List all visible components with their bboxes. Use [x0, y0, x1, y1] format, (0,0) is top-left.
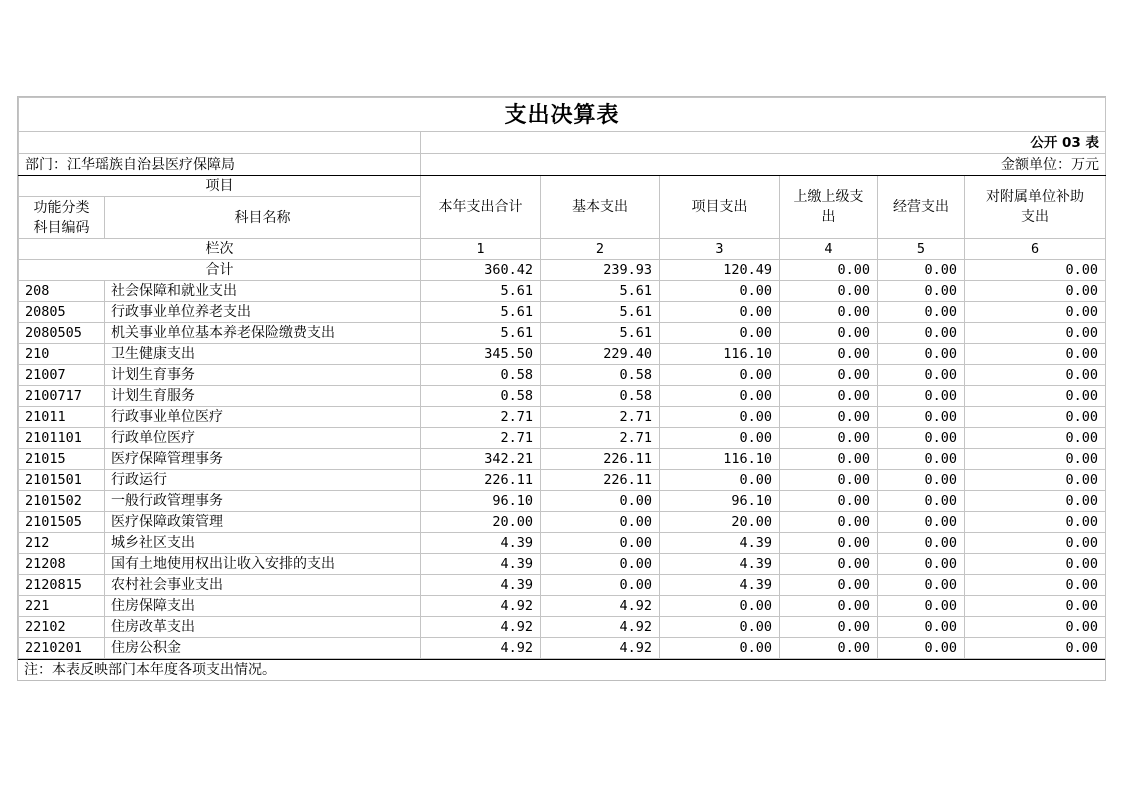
department-label: 部门：江华瑶族自治县医疗保障局 — [19, 154, 421, 176]
subject-name-cell: 住房保障支出 — [105, 596, 421, 617]
amount-cell: 0.00 — [541, 575, 660, 596]
amount-cell: 0.00 — [660, 365, 780, 386]
amount-cell: 4.39 — [421, 554, 541, 575]
amount-cell: 0.00 — [878, 575, 965, 596]
amount-cell: 4.92 — [421, 638, 541, 659]
amount-cell: 0.00 — [541, 491, 660, 512]
total-value-cell: 0.00 — [878, 260, 965, 281]
subject-name-cell: 行政事业单位养老支出 — [105, 302, 421, 323]
subject-code-cell: 208 — [19, 281, 105, 302]
amount-cell: 0.00 — [780, 449, 878, 470]
unit-label: 金额单位：万元 — [421, 154, 1106, 176]
table-row — [19, 407, 1106, 428]
amount-cell: 0.00 — [878, 491, 965, 512]
table-row — [19, 302, 1106, 323]
subject-code-cell: 2120815 — [19, 575, 105, 596]
amount-cell: 0.00 — [780, 617, 878, 638]
subject-name-cell: 计划生育服务 — [105, 386, 421, 407]
amount-cell: 0.00 — [878, 302, 965, 323]
subject-name-cell: 医疗保障政策管理 — [105, 512, 421, 533]
amount-cell: 0.00 — [660, 470, 780, 491]
amount-cell: 0.00 — [965, 407, 1106, 428]
subject-name-cell: 国有土地使用权出让收入安排的支出 — [105, 554, 421, 575]
amount-cell: 226.11 — [541, 449, 660, 470]
amount-cell: 0.00 — [878, 554, 965, 575]
amount-cell: 0.58 — [541, 365, 660, 386]
blank-cell — [19, 132, 421, 154]
amount-cell: 0.00 — [780, 554, 878, 575]
amount-cell: 0.00 — [660, 323, 780, 344]
table-row — [19, 470, 1106, 491]
subject-name-cell: 医疗保障管理事务 — [105, 449, 421, 470]
subject-code-cell: 21015 — [19, 449, 105, 470]
amount-cell: 0.00 — [878, 323, 965, 344]
amount-cell: 0.00 — [965, 575, 1106, 596]
column-index-cell: 3 — [660, 239, 780, 260]
table-row — [19, 554, 1106, 575]
amount-cell: 0.00 — [780, 344, 878, 365]
amount-cell: 0.00 — [780, 638, 878, 659]
amount-cell: 0.00 — [878, 470, 965, 491]
header-subject-name: 科目名称 — [105, 197, 421, 239]
amount-cell: 0.00 — [780, 302, 878, 323]
amount-cell: 4.92 — [541, 638, 660, 659]
amount-cell: 0.00 — [780, 428, 878, 449]
amount-cell: 0.00 — [780, 365, 878, 386]
expenditure-table — [18, 97, 1106, 659]
amount-cell: 0.00 — [660, 386, 780, 407]
amount-cell: 0.00 — [965, 302, 1106, 323]
table-row — [19, 596, 1106, 617]
subject-code-cell: 221 — [19, 596, 105, 617]
total-value-cell: 120.49 — [660, 260, 780, 281]
amount-cell: 0.00 — [878, 512, 965, 533]
amount-cell: 20.00 — [660, 512, 780, 533]
header-index-label: 栏次 — [19, 239, 421, 260]
amount-cell: 0.58 — [421, 386, 541, 407]
amount-cell: 4.92 — [421, 596, 541, 617]
subject-name-cell: 农村社会事业支出 — [105, 575, 421, 596]
subject-name-cell: 一般行政管理事务 — [105, 491, 421, 512]
amount-cell: 0.00 — [878, 386, 965, 407]
amount-cell: 0.00 — [965, 449, 1106, 470]
amount-cell: 0.00 — [780, 533, 878, 554]
amount-cell: 0.00 — [965, 386, 1106, 407]
column-index-cell: 1 — [421, 239, 541, 260]
amount-cell: 0.00 — [541, 512, 660, 533]
subject-code-cell: 20805 — [19, 302, 105, 323]
amount-cell: 0.00 — [878, 407, 965, 428]
amount-cell: 0.00 — [878, 428, 965, 449]
amount-cell: 5.61 — [541, 302, 660, 323]
subject-name-cell: 卫生健康支出 — [105, 344, 421, 365]
subject-name-cell: 行政事业单位医疗 — [105, 407, 421, 428]
amount-cell: 0.00 — [660, 638, 780, 659]
table-row — [19, 344, 1106, 365]
amount-cell: 4.39 — [660, 533, 780, 554]
header-business: 经营支出 — [878, 176, 965, 239]
header-subsidy: 对附属单位补助 支出 — [965, 176, 1106, 239]
subject-code-cell: 212 — [19, 533, 105, 554]
amount-cell: 96.10 — [660, 491, 780, 512]
amount-cell: 0.00 — [780, 596, 878, 617]
subject-name-cell: 住房公积金 — [105, 638, 421, 659]
amount-cell: 0.00 — [965, 554, 1106, 575]
column-index-cell: 6 — [965, 239, 1106, 260]
amount-cell: 4.92 — [541, 596, 660, 617]
amount-cell: 0.00 — [660, 428, 780, 449]
footnote-text: 注：本表反映部门本年度各项支出情况。 — [24, 662, 276, 678]
table-row — [19, 281, 1106, 302]
amount-cell: 116.10 — [660, 449, 780, 470]
amount-cell: 0.58 — [541, 386, 660, 407]
amount-cell: 0.00 — [541, 533, 660, 554]
amount-cell: 2.71 — [421, 428, 541, 449]
amount-cell: 0.00 — [780, 512, 878, 533]
amount-cell: 345.50 — [421, 344, 541, 365]
amount-cell: 0.00 — [965, 470, 1106, 491]
amount-cell: 0.00 — [780, 281, 878, 302]
header-total: 本年支出合计 — [421, 176, 541, 239]
column-index-cell: 2 — [541, 239, 660, 260]
amount-cell: 0.00 — [965, 512, 1106, 533]
amount-cell: 5.61 — [541, 281, 660, 302]
amount-cell: 0.00 — [965, 596, 1106, 617]
subject-code-cell: 2101505 — [19, 512, 105, 533]
form-number: 公开 03 表 — [421, 132, 1106, 154]
amount-cell: 96.10 — [421, 491, 541, 512]
subject-name-cell: 住房改革支出 — [105, 617, 421, 638]
subject-name-cell: 机关事业单位基本养老保险缴费支出 — [105, 323, 421, 344]
amount-cell: 0.00 — [965, 365, 1106, 386]
amount-cell: 116.10 — [660, 344, 780, 365]
table-row — [19, 386, 1106, 407]
subject-code-cell: 2080505 — [19, 323, 105, 344]
amount-cell: 342.21 — [421, 449, 541, 470]
amount-cell: 5.61 — [421, 281, 541, 302]
subject-code-cell: 2101101 — [19, 428, 105, 449]
subject-code-cell: 21208 — [19, 554, 105, 575]
table-row — [19, 533, 1106, 554]
amount-cell: 2.71 — [421, 407, 541, 428]
column-index-cell: 4 — [780, 239, 878, 260]
expenditure-statement-sheet — [17, 96, 1106, 681]
subject-code-cell: 22102 — [19, 617, 105, 638]
amount-cell: 4.39 — [660, 554, 780, 575]
amount-cell: 0.00 — [660, 596, 780, 617]
subject-code-cell: 2100717 — [19, 386, 105, 407]
table-row — [19, 365, 1106, 386]
header-project: 项目 — [19, 176, 421, 197]
table-row — [19, 575, 1106, 596]
amount-cell: 0.00 — [965, 281, 1106, 302]
total-label: 合计 — [19, 260, 421, 281]
table-row — [19, 428, 1106, 449]
column-index-cell: 5 — [878, 239, 965, 260]
header-upper: 上缴上级支 出 — [780, 176, 878, 239]
amount-cell: 4.39 — [421, 533, 541, 554]
amount-cell: 0.00 — [780, 407, 878, 428]
amount-cell: 0.00 — [660, 281, 780, 302]
amount-cell: 0.00 — [541, 554, 660, 575]
amount-cell: 4.92 — [421, 617, 541, 638]
subject-name-cell: 社会保障和就业支出 — [105, 281, 421, 302]
table-row — [19, 638, 1106, 659]
total-value-cell: 0.00 — [780, 260, 878, 281]
amount-cell: 0.00 — [965, 533, 1106, 554]
page-title: 支出决算表 — [19, 98, 1106, 132]
table-row — [19, 491, 1106, 512]
table-row — [19, 617, 1106, 638]
amount-cell: 0.00 — [965, 638, 1106, 659]
amount-cell: 20.00 — [421, 512, 541, 533]
header-project-exp: 项目支出 — [660, 176, 780, 239]
amount-cell: 5.61 — [421, 302, 541, 323]
subject-name-cell: 城乡社区支出 — [105, 533, 421, 554]
amount-cell: 0.00 — [878, 449, 965, 470]
amount-cell: 0.00 — [780, 491, 878, 512]
amount-cell: 229.40 — [541, 344, 660, 365]
subject-code-cell: 21011 — [19, 407, 105, 428]
header-basic: 基本支出 — [541, 176, 660, 239]
total-value-cell: 239.93 — [541, 260, 660, 281]
subject-code-cell: 210 — [19, 344, 105, 365]
amount-cell: 0.00 — [780, 575, 878, 596]
amount-cell: 5.61 — [541, 323, 660, 344]
subject-name-cell: 行政单位医疗 — [105, 428, 421, 449]
amount-cell: 0.00 — [780, 386, 878, 407]
amount-cell: 0.00 — [965, 344, 1106, 365]
footnote — [18, 659, 1105, 680]
subject-name-cell: 行政运行 — [105, 470, 421, 491]
amount-cell: 0.00 — [878, 281, 965, 302]
amount-cell: 0.00 — [878, 638, 965, 659]
total-value-cell: 0.00 — [965, 260, 1106, 281]
amount-cell: 226.11 — [421, 470, 541, 491]
amount-cell: 0.00 — [965, 428, 1106, 449]
table-row — [19, 323, 1106, 344]
subject-code-cell: 2101502 — [19, 491, 105, 512]
amount-cell: 0.00 — [965, 617, 1106, 638]
amount-cell: 0.00 — [878, 617, 965, 638]
subject-name-cell: 计划生育事务 — [105, 365, 421, 386]
subject-code-cell: 2101501 — [19, 470, 105, 491]
subject-code-cell: 21007 — [19, 365, 105, 386]
amount-cell: 2.71 — [541, 428, 660, 449]
amount-cell: 0.00 — [660, 617, 780, 638]
amount-cell: 2.71 — [541, 407, 660, 428]
table-row — [19, 449, 1106, 470]
amount-cell: 0.00 — [965, 323, 1106, 344]
amount-cell: 226.11 — [541, 470, 660, 491]
amount-cell: 0.00 — [878, 596, 965, 617]
amount-cell: 0.00 — [965, 491, 1106, 512]
amount-cell: 0.00 — [660, 302, 780, 323]
amount-cell: 0.00 — [878, 344, 965, 365]
amount-cell: 0.00 — [878, 533, 965, 554]
amount-cell: 0.00 — [878, 365, 965, 386]
amount-cell: 0.00 — [780, 470, 878, 491]
amount-cell: 0.00 — [660, 407, 780, 428]
amount-cell: 5.61 — [421, 323, 541, 344]
subject-code-cell: 2210201 — [19, 638, 105, 659]
amount-cell: 4.39 — [660, 575, 780, 596]
table-row — [19, 512, 1106, 533]
amount-cell: 0.00 — [780, 323, 878, 344]
amount-cell: 4.92 — [541, 617, 660, 638]
amount-cell: 0.58 — [421, 365, 541, 386]
amount-cell: 4.39 — [421, 575, 541, 596]
header-func-code: 功能分类 科目编码 — [19, 197, 105, 239]
total-value-cell: 360.42 — [421, 260, 541, 281]
